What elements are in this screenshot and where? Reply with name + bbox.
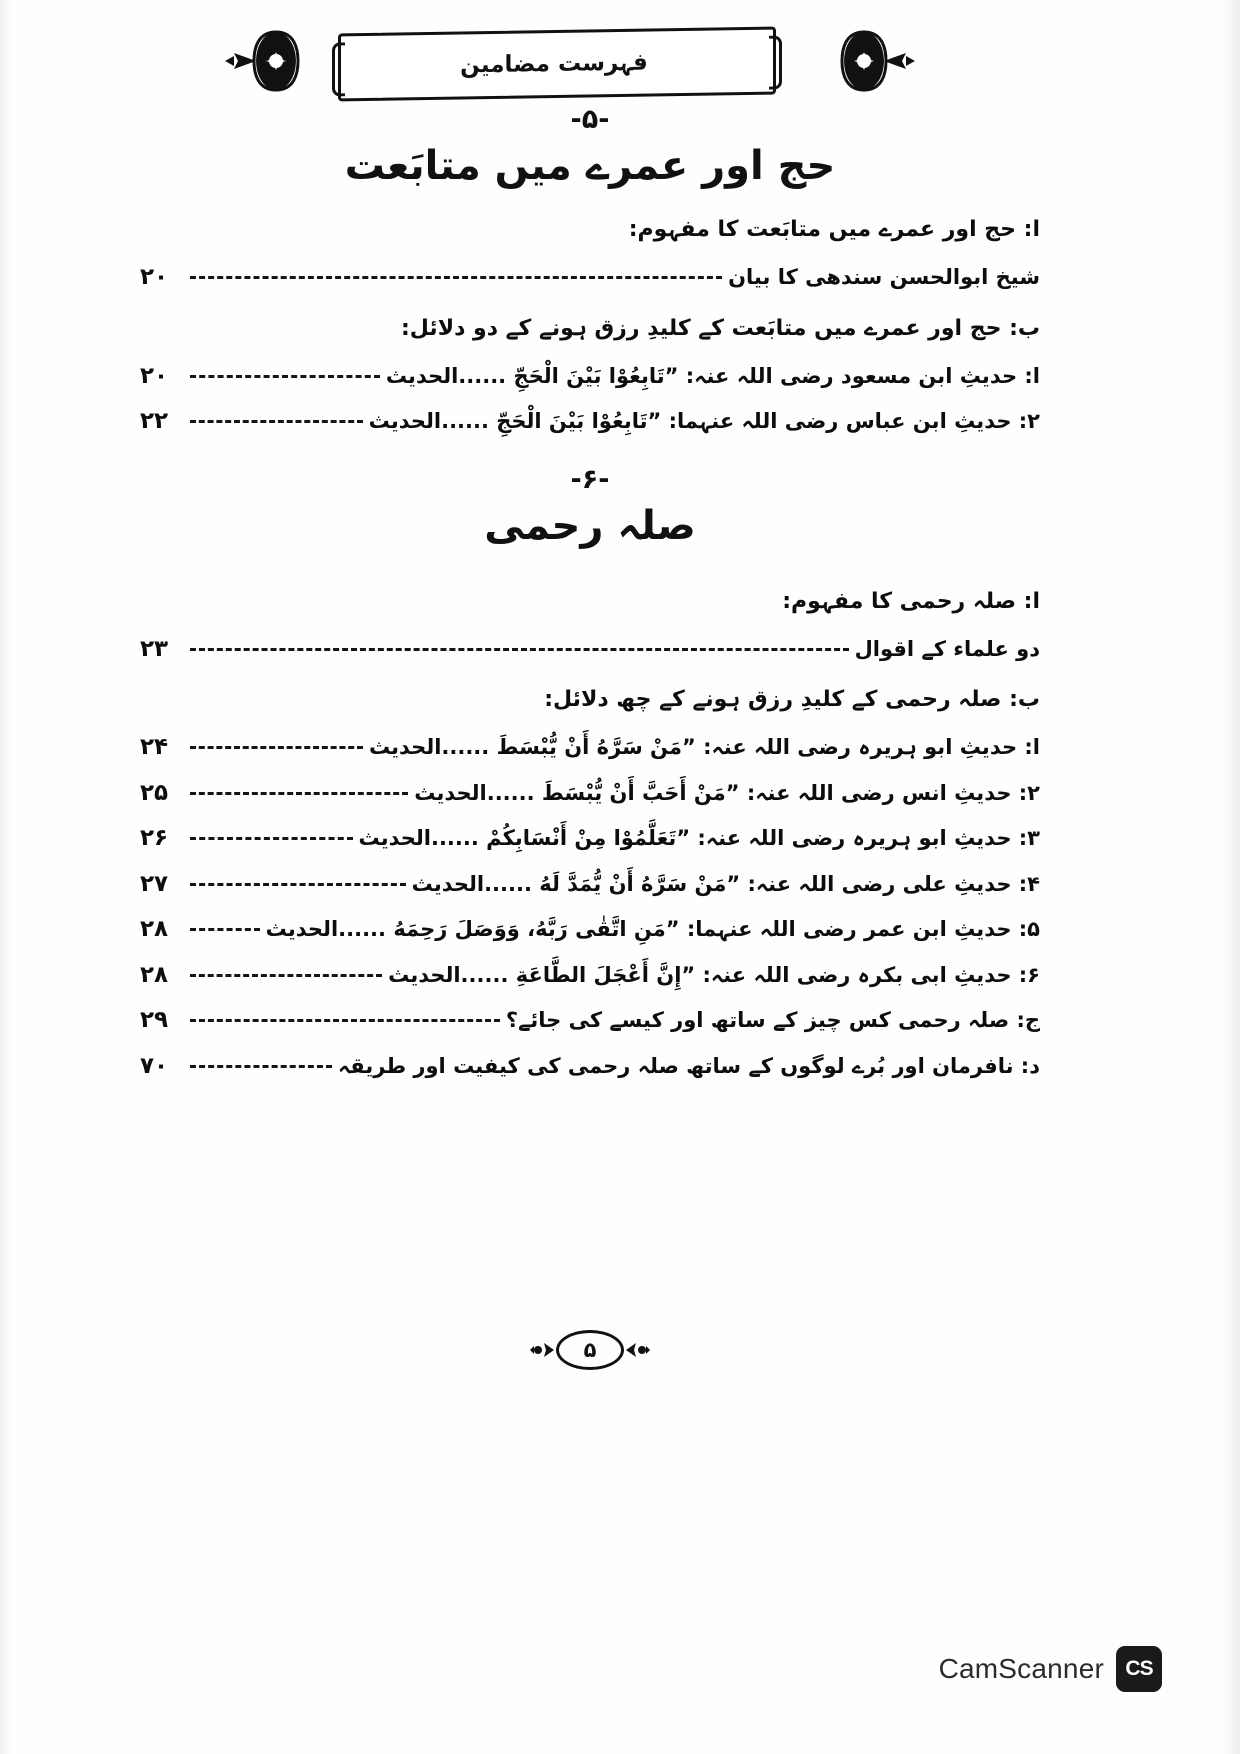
contents-entry-page-number: ۲۴: [140, 734, 169, 760]
section-title: حج اور عمرے میں متابَعت: [344, 143, 836, 189]
contents-entry[interactable]: [140, 262, 1040, 294]
contents-subheading: [140, 585, 1040, 618]
page-footer-ornament: [140, 1320, 1040, 1380]
contents-entry-label: ۴: حدیثِ علی رضی اللہ عنہ: ”مَنْ سَرَّهُ أَنْ يُّمَدَّ لَهُ ......الحدیث: [411, 871, 1040, 896]
header-ornament-right-icon: [820, 22, 916, 100]
contents-sections: [140, 104, 1040, 1096]
contents-entry-label: ا: حدیثِ ابن مسعود رضی اللہ عنہ: ”تَابِعُوْا بَيْنَ الْحَجِّ ......الحدیث: [385, 363, 1040, 388]
dotted-leader: [190, 837, 353, 840]
dotted-leader: [190, 1065, 332, 1068]
contents-subheading: [140, 312, 1040, 345]
page-header-title: فہرست مضامین: [460, 49, 648, 79]
contents-entry-label: ۶: حدیثِ ابی بکرہ رضی اللہ عنہ: ”إِنَّ أَعْجَلَ الطَّاعَةِ ......الحدیث: [388, 962, 1040, 987]
dotted-leader: [190, 648, 849, 651]
contents-subheading: [140, 213, 1040, 246]
contents-entry-label: ۲: حدیثِ ابن عباس رضی اللہ عنہما: ”تَابِعُوْا بَيْنَ الْحَجِّ ......الحدیث: [368, 409, 1040, 433]
contents-section: [140, 464, 1040, 1083]
contents-entry[interactable]: [140, 361, 1040, 393]
contents-entry-label: ۵: حدیثِ ابن عمر رضی اللہ عنہما: ”مَنِ اتَّقٰى رَبَّهُ، وَوَصَلَ رَحِمَهُ ......الحدیث: [265, 917, 1040, 941]
contents-section: [140, 104, 1040, 438]
contents-entry[interactable]: [140, 1051, 1040, 1083]
contents-entry[interactable]: [140, 778, 1040, 810]
contents-entry-page-number: ۲۶: [140, 825, 169, 851]
contents-entry-label: د: نافرمان اور بُرے لوگوں کے ساتھ صلہ رحمی کی کیفیت اور طریقہ: [337, 1053, 1040, 1078]
camscanner-badge: CS: [1116, 1646, 1162, 1692]
page-header-ornament: [230, 14, 910, 110]
dotted-leader: [190, 883, 406, 886]
contents-entry-label: دو علماء کے اقوال: [854, 636, 1040, 661]
contents-entry-label: ۲: حدیثِ انس رضی اللہ عنہ: ”مَنْ أَحَبَّ أَنْ يُّبْسَطَ ......الحدیث: [414, 780, 1040, 805]
contents-entry-page-number: ۲۰: [140, 264, 169, 290]
contents-entry[interactable]: [140, 634, 1040, 666]
section-marker: -۵-: [570, 104, 610, 135]
dotted-leader: [190, 792, 408, 795]
footer-ornament-left-icon: [530, 1339, 556, 1361]
contents-entry-label: ج: صلہ رحمی کس چیز کے ساتھ اور کیسے کی جائے؟: [505, 1008, 1040, 1032]
contents-subheading-label: ا: صلہ رحمی کا مفہوم:: [782, 588, 1040, 614]
contents-entry-page-number: ۲۲: [140, 408, 169, 434]
contents-entry-page-number: ۲۷: [140, 870, 169, 897]
contents-entry-page-number: ۲۵: [140, 779, 169, 806]
contents-subheading-label: ا: حج اور عمرے میں متابَعت کا مفہوم:: [628, 217, 1040, 242]
contents-entry[interactable]: [140, 406, 1040, 438]
contents-subheading-label: ب: حج اور عمرے میں متابَعت کے کلیدِ رزق ہونے کے دو دلائل:: [401, 315, 1040, 341]
contents-entry-page-number: ۲۸: [140, 916, 169, 942]
footer-page-number: ۵: [556, 1330, 624, 1370]
contents-subheading-label: ب: صلہ رحمی کے کلیدِ رزق ہونے کے چھ دلائل:: [544, 687, 1040, 712]
page-content: [140, 0, 1040, 1500]
contents-entry-page-number: ۷۰: [140, 1052, 169, 1079]
contents-entry[interactable]: [140, 1005, 1040, 1037]
dotted-leader: [190, 420, 363, 423]
contents-entry-page-number: ۲۹: [140, 1007, 169, 1033]
contents-entry[interactable]: [140, 823, 1040, 855]
contents-entry[interactable]: [140, 732, 1040, 764]
header-ornament-left-icon: [224, 22, 320, 100]
section-title: صلہ رحمی: [484, 502, 696, 549]
contents-entry-label: ۳: حدیثِ ابو ہریرہ رضی اللہ عنہ: ”تَعَلَّمُوْا مِنْ أَنْسَابِكُمْ ......الحدیث: [358, 826, 1040, 850]
dotted-leader: [190, 1019, 500, 1022]
contents-entry-label: شیخ ابوالحسن سندھی کا بیان: [728, 265, 1040, 289]
camscanner-watermark: [939, 1646, 1162, 1692]
dotted-leader: [190, 746, 363, 749]
footer-ornament-right-icon: [624, 1339, 650, 1361]
contents-entry-page-number: ۲۸: [140, 961, 169, 988]
dotted-leader: [190, 276, 722, 279]
dotted-leader: [190, 375, 380, 378]
contents-entry[interactable]: [140, 869, 1040, 901]
contents-entry-label: ا: حدیثِ ابو ہریرہ رضی اللہ عنہ: ”مَنْ سَرَّهُ أَنْ يُّبْسَطَ ......الحدیث: [368, 735, 1040, 759]
contents-entry[interactable]: [140, 914, 1040, 946]
dotted-leader: [190, 974, 382, 977]
contents-entry-page-number: ۲۳: [140, 635, 169, 662]
camscanner-label: CamScanner: [938, 1653, 1104, 1684]
section-marker: -۶-: [570, 463, 610, 495]
contents-entry[interactable]: [140, 960, 1040, 992]
dotted-leader: [190, 928, 260, 931]
contents-entry-page-number: ۲۰: [140, 362, 169, 389]
contents-subheading: [140, 683, 1040, 716]
